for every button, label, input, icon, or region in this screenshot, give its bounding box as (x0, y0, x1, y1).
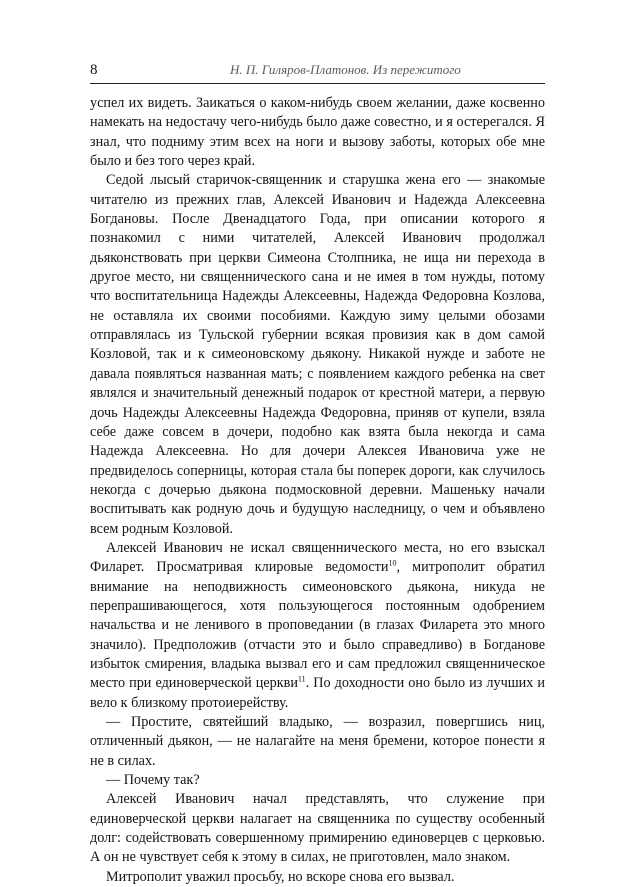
page-number: 8 (90, 62, 98, 78)
footnote-ref-1[interactable]: 10 (388, 558, 397, 568)
paragraph-6: Алексей Иванович начал представлять, что служение при единоверческой церкви налагает на священника по существу особенный долг: содействовать совершенному примирению единоверцев с церковью. А он не чувствует себя к этому в силах, не приготовлен, мало знаком. (90, 791, 545, 866)
paragraph-3 (90, 539, 545, 713)
paragraph-1: успел их видеть. Заикаться о каком-нибудь своем желании, даже косвенно намекать на недостачу чего-нибудь было даже совестно, и я остерегался. Я знал, что подниму этим всех на ноги и вызову заботы, которых обе мне было и без того через край. (90, 95, 545, 170)
paragraph-4: — Простите, святейший владыко, — возразил, повергшись ниц, отличенный дьякон, — не налагайте на меня бремени, которое понести я не в силах. (90, 714, 545, 769)
footnote-ref-2[interactable]: 11 (297, 674, 306, 684)
page-header (90, 60, 545, 82)
paragraph-3-text: Алексей Иванович не искал священнического места, но его взыскал Филарет. Просматривая клировые ведомости$^{10}$, митрополит обратил внимание на неподвижность симеоновского дьякона, никуда не перепрашивающегося, хотя пользующегося постоянным одобрением начальства и не ленивого в проповедании (в глазах Филарета это много значило). Предположив (отчасти это и было справедливо) в Богданове избыток смирения, владыка вызвал его и сам предложил священническое место при единоверческой церкви$^{11}$. По доходности оно было из лучших и вело к близкому протоиерейству. (90, 539, 545, 711)
paragraph-5: — Почему так? (106, 772, 200, 789)
paragraph-2: Седой лысый старичок-священник и старушка жена его — знакомые читателю из прежних глав, Алексей Иванович и Надежда Алексеевна Богдановы. После Двенадцатого Года, при описании которого я познакомил с ними читателей, Алексей Иванович продолжал дьяконствовать при церкви Симеона Столпника, не ища ни перехода в другое место, ни священнического сана и не имея в том нужды, потому что воспитательница Надежды Алексеевны, Надежда Федоровна Козлова, не оставляла их своими пособиями. Каждую зиму целыми обозами отправлялась из Тульской губернии всякая провизия как в дом самой Козловой, так и к симеоновскому дьякону. Никакой нужде и заботе не давала появляться названная мать; с появлением каждого ребенка на свет являлся и значительный денежный подарок от крестной матери, а первую дочь Надежды Алексеевны Надежда Федоровна, приняв от купели, взяла себе даже совсем в дочери, подобно как взята была некогда и сама Надежда Алексеевна. Но для дочери Алексея Ивановича уже не предвиделось соперницы, которая стала бы поперек дороги, как случилось некогда с дочерью дьякона подмосковной деревни. Машеньку начали воспитывать как родную дочь и будущую наследницу, о чем и объявлено всем родным Козловой. (90, 172, 545, 537)
running-head: Н. П. Гиляров-Платонов. Из пережитого (230, 62, 461, 77)
page-body (90, 94, 545, 887)
paragraph-7: Митрополит уважил просьбу, но вскоре снова его вызвал. (106, 868, 455, 885)
header-rule (90, 83, 545, 84)
